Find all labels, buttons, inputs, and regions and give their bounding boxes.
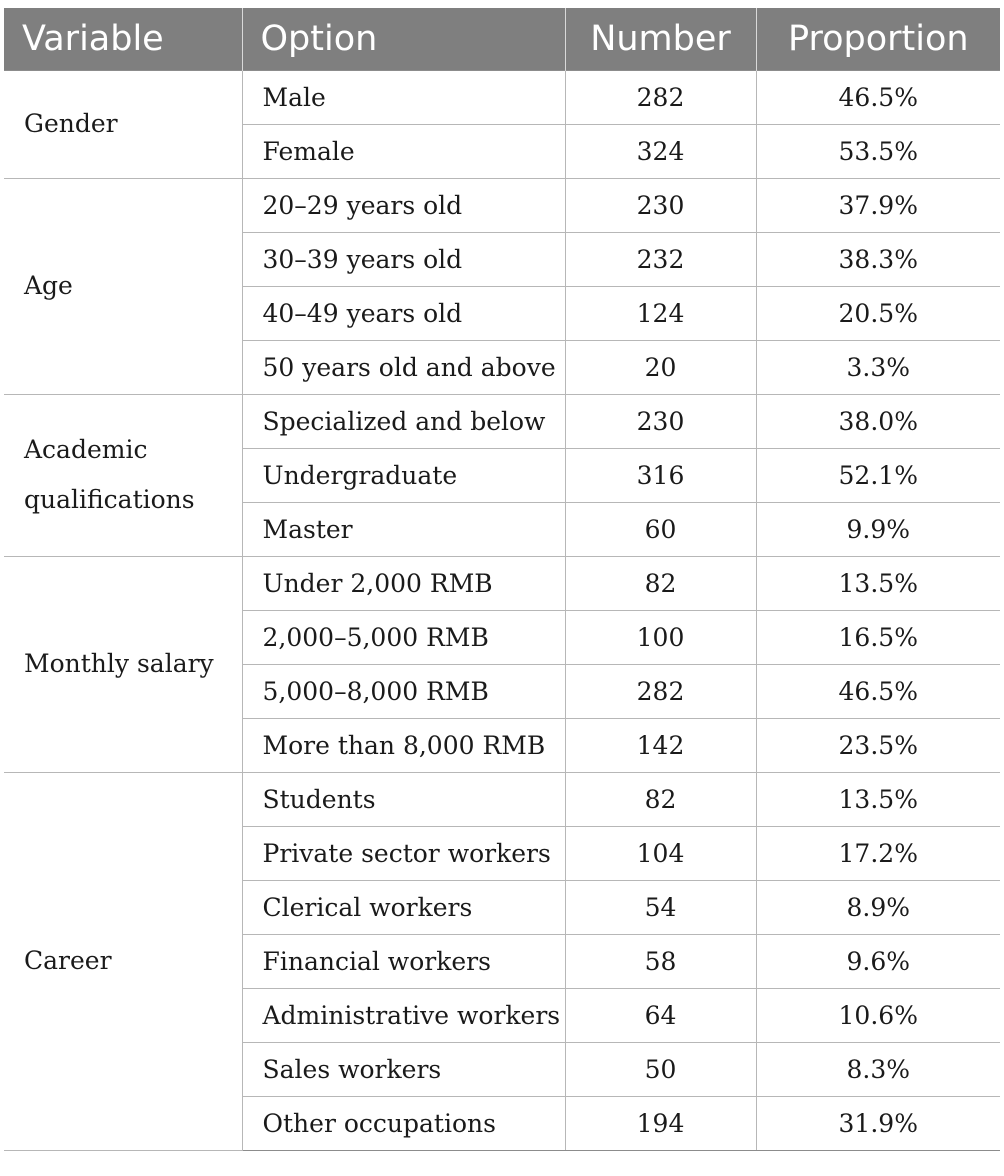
number-cell: 64 — [565, 988, 756, 1042]
option-cell: 40–49 years old — [242, 286, 565, 340]
number-cell: 324 — [565, 124, 756, 178]
header-row — [4, 8, 1000, 70]
variable-cell: Academic qualifications — [4, 394, 242, 556]
option-cell: Master — [242, 502, 565, 556]
table-row — [4, 178, 1000, 232]
table-header — [4, 8, 1000, 70]
option-cell: Other occupations — [242, 1096, 565, 1150]
number-cell: 230 — [565, 394, 756, 448]
demographics-table — [4, 8, 1000, 1151]
variable-cell: Career — [4, 772, 242, 1150]
proportion-cell: 38.3% — [756, 232, 1000, 286]
number-cell: 100 — [565, 610, 756, 664]
number-cell: 20 — [565, 340, 756, 394]
proportion-cell: 10.6% — [756, 988, 1000, 1042]
table-row — [4, 394, 1000, 448]
number-cell: 142 — [565, 718, 756, 772]
number-cell: 232 — [565, 232, 756, 286]
proportion-cell: 23.5% — [756, 718, 1000, 772]
option-cell: 50 years old and above — [242, 340, 565, 394]
number-cell: 124 — [565, 286, 756, 340]
proportion-cell: 8.9% — [756, 880, 1000, 934]
proportion-cell: 9.9% — [756, 502, 1000, 556]
number-cell: 316 — [565, 448, 756, 502]
option-cell: 30–39 years old — [242, 232, 565, 286]
header-variable: Variable — [4, 8, 242, 70]
table-row — [4, 556, 1000, 610]
option-cell: 20–29 years old — [242, 178, 565, 232]
proportion-cell: 37.9% — [756, 178, 1000, 232]
table-row — [4, 772, 1000, 826]
option-cell: 5,000–8,000 RMB — [242, 664, 565, 718]
proportion-cell: 17.2% — [756, 826, 1000, 880]
option-cell: 2,000–5,000 RMB — [242, 610, 565, 664]
variable-cell: Gender — [4, 70, 242, 178]
option-cell: Female — [242, 124, 565, 178]
option-cell: Financial workers — [242, 934, 565, 988]
number-cell: 54 — [565, 880, 756, 934]
option-cell: Sales workers — [242, 1042, 565, 1096]
header-proportion: Proportion — [756, 8, 1000, 70]
proportion-cell: 13.5% — [756, 556, 1000, 610]
proportion-cell: 53.5% — [756, 124, 1000, 178]
number-cell: 282 — [565, 664, 756, 718]
table-body — [4, 70, 1000, 1150]
number-cell: 282 — [565, 70, 756, 124]
number-cell: 82 — [565, 556, 756, 610]
proportion-cell: 8.3% — [756, 1042, 1000, 1096]
option-cell: Administrative workers — [242, 988, 565, 1042]
option-cell: Male — [242, 70, 565, 124]
number-cell: 230 — [565, 178, 756, 232]
option-cell: Students — [242, 772, 565, 826]
proportion-cell: 13.5% — [756, 772, 1000, 826]
proportion-cell: 46.5% — [756, 664, 1000, 718]
option-cell: Private sector workers — [242, 826, 565, 880]
proportion-cell: 38.0% — [756, 394, 1000, 448]
number-cell: 104 — [565, 826, 756, 880]
option-cell: More than 8,000 RMB — [242, 718, 565, 772]
proportion-cell: 20.5% — [756, 286, 1000, 340]
number-cell: 60 — [565, 502, 756, 556]
header-number: Number — [565, 8, 756, 70]
proportion-cell: 16.5% — [756, 610, 1000, 664]
variable-cell: Monthly salary — [4, 556, 242, 772]
proportion-cell: 46.5% — [756, 70, 1000, 124]
proportion-cell: 9.6% — [756, 934, 1000, 988]
variable-cell: Age — [4, 178, 242, 394]
option-cell: Under 2,000 RMB — [242, 556, 565, 610]
number-cell: 82 — [565, 772, 756, 826]
option-cell: Clerical workers — [242, 880, 565, 934]
proportion-cell: 52.1% — [756, 448, 1000, 502]
option-cell: Undergraduate — [242, 448, 565, 502]
header-option: Option — [242, 8, 565, 70]
option-cell: Specialized and below — [242, 394, 565, 448]
number-cell: 50 — [565, 1042, 756, 1096]
table-row — [4, 70, 1000, 124]
number-cell: 58 — [565, 934, 756, 988]
number-cell: 194 — [565, 1096, 756, 1150]
proportion-cell: 3.3% — [756, 340, 1000, 394]
proportion-cell: 31.9% — [756, 1096, 1000, 1150]
